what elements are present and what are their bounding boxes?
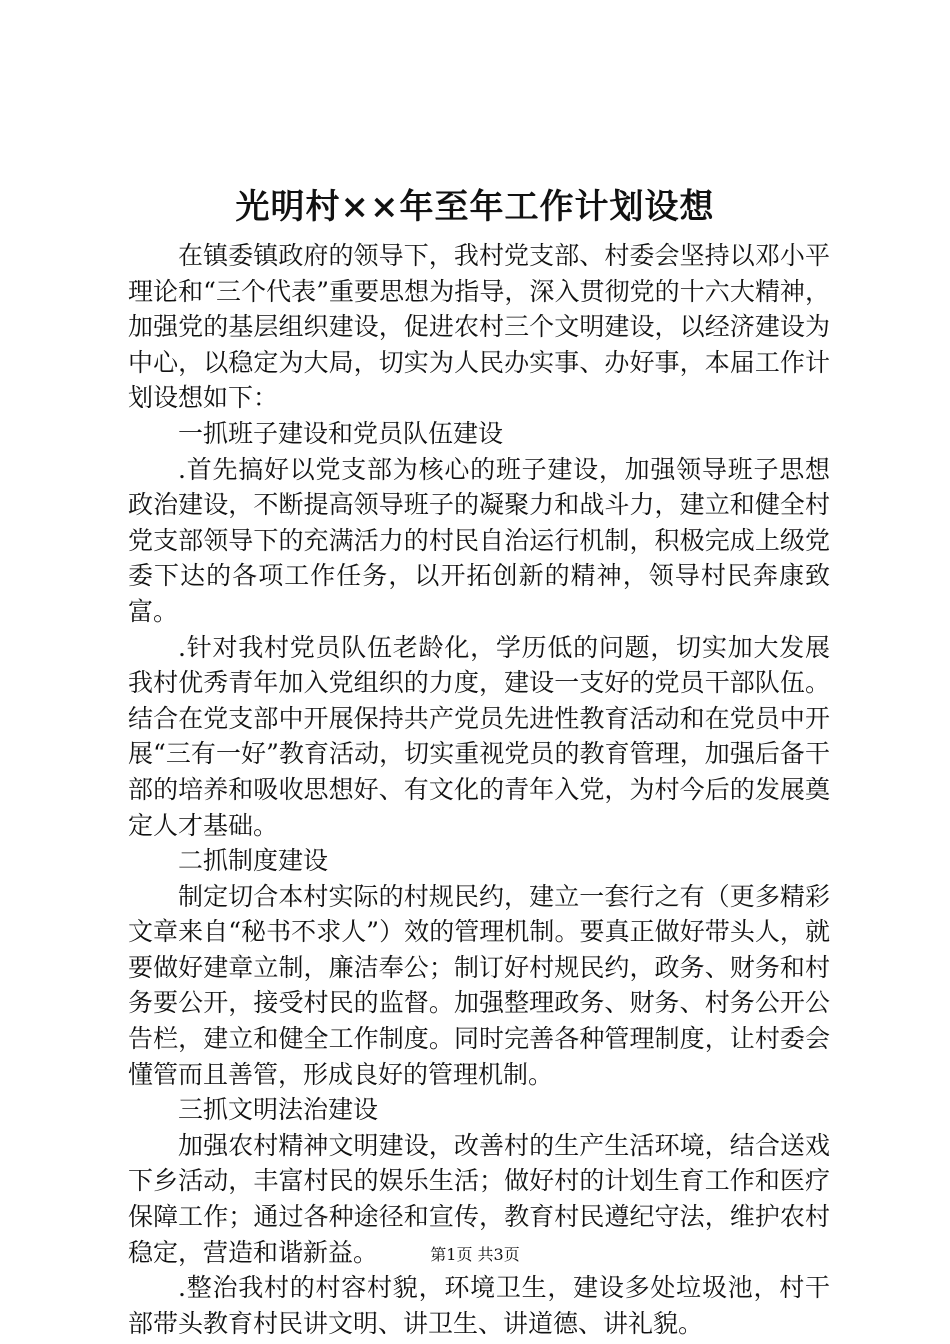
section-heading-3: 三抓文明法治建设 — [178, 1095, 379, 1125]
section-heading-1: 一抓班子建设和党员队伍建设 — [178, 418, 504, 448]
paragraph-2-1: 制定切合本村实际的村规民约，建立一套行之有（更多精彩文章来自“秘书不求人”）效的管理机制。要真正做好带头人，就要做好建章立制，廉洁奉公；制订好村规民约，政务、财务和村务要公开，接受村民的监督。加强整理政务、财务、村务公开公告栏，建立和健全工作制度。同时完善各种管理制度，让村委会懂管而且善管，形成良好的管理机制。 — [128, 881, 830, 1089]
paragraph-3-2: .整治我村的村容村貌，环境卫生，建设多处垃圾池，村干部带头教育村民讲文明、讲卫生、讲道德、讲礼貌。 — [128, 1273, 830, 1338]
paragraph-1-1: .首先搞好以党支部为核心的班子建设，加强领导班子思想政治建设，不断提高领导班子的凝聚力和战斗力，建立和健全村党支部领导下的充满活力的村民自治运行机制，积极完成上级党委下达的各项工作任务，以开拓创新的精神，领导村民奔康致富。 — [128, 454, 830, 626]
paragraph-intro: 在镇委镇政府的领导下，我村党支部、村委会坚持以邓小平理论和“三个代表”重要思想为指导，深入贯彻党的十六大精神，加强党的基层组织建设，促进农村三个文明建设，以经济建设为中心，以稳定为大局，切实为人民办实事、办好事，本届工作计划设想如下： — [128, 241, 830, 413]
section-heading-2: 二抓制度建设 — [178, 846, 329, 876]
document-body — [128, 238, 830, 1341]
paragraph-1-2: .针对我村党员队伍老龄化，学历低的问题，切实加大发展我村优秀青年加入党组织的力度，建设一支好的党员干部队伍。结合在党支部中开展保持共产党员先进性教育活动和在党员中开展“三有一好”教育活动，切实重视党员的教育管理，加强后备干部的培养和吸收思想好、有文化的青年入党，为村今后的发展奠定人才基础。 — [128, 632, 830, 840]
page-footer: 第1页 共3页 — [430, 1245, 520, 1264]
document-title: 光明村××年至年工作计划设想 — [235, 187, 715, 227]
paragraph-3-1: 加强农村精神文明建设，改善村的生产生活环境，结合送戏下乡活动，丰富村民的娱乐生活；做好村的计划生育工作和医疗保障工作；通过各种途径和宣传，教育村民遵纪守法，维护农村稳定，营造和谐新益。 — [128, 1130, 830, 1267]
